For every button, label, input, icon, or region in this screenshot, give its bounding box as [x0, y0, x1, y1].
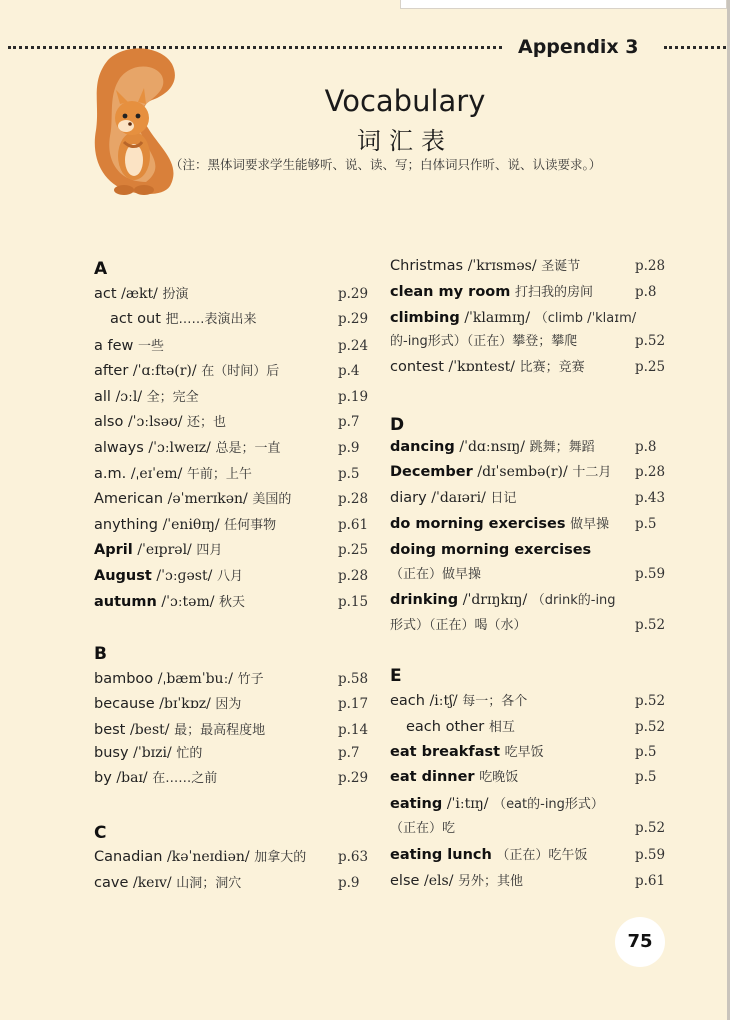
vocab-page-ref: p.9 [338, 875, 360, 891]
vocab-page-ref: p.52 [635, 719, 666, 735]
vocab-ipa: /ˈkrɪsməs/ [467, 258, 537, 274]
header-dots-right [664, 46, 726, 49]
vocab-ipa: /baɪ/ [116, 770, 148, 786]
vocab-word: do morning exercises [390, 516, 566, 532]
vocab-meaning: 十二月 [572, 465, 612, 480]
vocab-meaning: 加拿大的 [254, 850, 307, 865]
vocab-word: else [390, 873, 420, 889]
vocab-ipa: /ˈɔːlweɪz/ [148, 440, 211, 456]
vocab-ipa: /ˈɔːɡəst/ [156, 568, 213, 584]
appendix-heading: Appendix 3 [518, 36, 639, 58]
vocab-entry [390, 257, 580, 276]
vocab-entry [390, 743, 544, 762]
vocab-word: bamboo [94, 671, 154, 687]
vocab-entry [110, 310, 257, 329]
vocab-entry [94, 541, 222, 560]
vocab-meaning: 做早操 [570, 517, 610, 532]
vocab-meaning: 八月 [216, 569, 243, 584]
vocab-meaning: 美国的 [252, 492, 292, 507]
vocab-ipa: /ˈeniθɪŋ/ [162, 517, 220, 533]
vocab-ipa: /ˈɔːlsəʊ/ [127, 414, 183, 430]
vocab-ipa: /ˈkɒntest/ [448, 359, 515, 375]
vocab-entry [94, 439, 280, 458]
vocab-entry [390, 795, 604, 814]
vocab-meaning: 最；最高程度地 [174, 723, 266, 738]
vocab-ipa: /ˈklaɪmɪŋ/ [464, 310, 531, 326]
vocab-entry [390, 616, 527, 635]
vocab-meaning: （climb /ˈklaɪm/ [534, 311, 637, 326]
vocab-page-ref: p.28 [338, 491, 369, 507]
vocab-ipa: /ˈeɪprəl/ [137, 542, 192, 558]
vocab-word: doing morning exercises [390, 542, 592, 558]
vocab-page-ref: p.5 [338, 466, 360, 482]
vocab-entry [94, 721, 265, 740]
vocab-entry [94, 490, 291, 509]
vocab-word: a.m. [94, 466, 127, 482]
section-letter: A [94, 259, 108, 279]
vocab-entry [94, 516, 276, 535]
vocab-word: autumn [94, 594, 157, 610]
vocab-entry [94, 388, 199, 407]
vocab-meaning: 午前；上午 [186, 467, 252, 482]
vocab-ipa: /əˈmerɪkən/ [167, 491, 248, 507]
vocab-entry [390, 438, 595, 457]
vocab-meaning: 圣诞节 [541, 259, 581, 274]
page-title: Vocabulary [324, 84, 486, 118]
vocab-word: by [94, 770, 112, 786]
vocab-page-ref: p.24 [338, 338, 369, 354]
vocab-ipa: /ˌeɪˈem/ [130, 466, 183, 482]
vocab-entry [94, 874, 241, 893]
vocab-meaning: 日记 [490, 491, 517, 506]
vocab-page-ref: p.25 [635, 359, 666, 375]
vocab-word: clean my room [390, 284, 511, 300]
vocab-meaning: 秋天 [219, 595, 246, 610]
vocab-entry [94, 769, 217, 788]
page-number: 75 [615, 917, 665, 967]
vocab-page-ref: p.4 [338, 363, 360, 379]
vocab-ipa: /iːtʃ/ [429, 693, 458, 709]
vocab-entry [94, 337, 164, 356]
vocab-page-ref: p.8 [635, 439, 657, 455]
vocab-ipa: /ˈdɑːnsɪŋ/ [459, 439, 525, 455]
vocab-word: act [94, 286, 117, 302]
vocab-page-ref: p.25 [338, 542, 369, 558]
vocab-entry [94, 285, 188, 304]
vocab-page-ref: p.9 [338, 440, 360, 456]
vocab-word: also [94, 414, 124, 430]
vocab-meaning: 还；也 [187, 415, 227, 430]
vocab-entry [94, 413, 226, 432]
top-card [400, 0, 727, 9]
vocab-entry [94, 848, 306, 867]
vocab-word: climbing [390, 310, 460, 326]
vocab-meaning: 任何事物 [224, 518, 277, 533]
vocab-entry [94, 593, 245, 612]
vocab-entry [94, 695, 241, 714]
vocab-ipa: /ækt/ [121, 286, 158, 302]
vocab-entry [406, 718, 515, 737]
page-subtitle: 词汇表 [357, 127, 453, 155]
vocab-entry [390, 541, 591, 559]
vocab-ipa: /ˈɑːftə(r)/ [132, 363, 197, 379]
section-letter: E [390, 666, 402, 686]
vocab-meaning: 的-ing形式）（正在）攀登；攀爬 [390, 334, 578, 349]
vocab-word: December [390, 464, 473, 480]
vocab-meaning: 扮演 [162, 287, 189, 302]
vocab-page-ref: p.28 [338, 568, 369, 584]
vocab-entry [94, 744, 202, 763]
vocab-page-ref: p.29 [338, 286, 369, 302]
vocab-entry [390, 565, 481, 584]
vocab-word: anything [94, 517, 158, 533]
vocab-word: American [94, 491, 164, 507]
vocab-entry [390, 358, 585, 377]
vocab-page-ref: p.59 [635, 566, 666, 582]
vocab-word: eating [390, 796, 443, 812]
vocab-word: diary [390, 490, 427, 506]
vocab-page-ref: p.61 [338, 517, 369, 533]
vocab-ipa: /best/ [129, 722, 170, 738]
vocab-page-ref: p.7 [338, 745, 360, 761]
vocab-meaning: 相互 [488, 720, 515, 735]
vocab-word: all [94, 389, 111, 405]
vocab-ipa: /ˈdrɪŋkɪŋ/ [462, 592, 528, 608]
vocab-word: each other [406, 719, 485, 735]
vocab-meaning: 山洞；洞穴 [176, 876, 242, 891]
vocab-entry [94, 362, 279, 381]
vocab-meaning: （正在）吃 [390, 821, 456, 836]
vocab-ipa: /ˈbɪzi/ [133, 745, 172, 761]
vocab-page-ref: p.15 [338, 594, 369, 610]
vocab-word: drinking [390, 592, 459, 608]
vocab-page-ref: p.29 [338, 770, 369, 786]
vocab-word: April [94, 542, 133, 558]
vocab-entry [390, 846, 587, 865]
vocab-entry [390, 591, 616, 610]
vocab-meaning: 因为 [215, 697, 242, 712]
vocab-meaning: （eat的-ing形式） [493, 797, 604, 812]
vocab-meaning: 在（时间）后 [201, 364, 280, 379]
vocab-page-ref: p.52 [635, 820, 666, 836]
vocab-meaning: 一些 [138, 339, 165, 354]
vocab-ipa: /kəˈneɪdiən/ [167, 849, 250, 865]
vocab-ipa: /ˌbæmˈbuː/ [157, 671, 234, 687]
vocab-word: best [94, 722, 126, 738]
vocab-page-ref: p.17 [338, 696, 369, 712]
vocab-meaning: 比赛；竞赛 [519, 360, 585, 375]
vocab-page-ref: p.8 [635, 284, 657, 300]
vocab-entry [390, 463, 611, 482]
vocab-meaning: （正在）做早操 [390, 567, 482, 582]
vocab-word: always [94, 440, 144, 456]
vocab-word: Christmas [390, 258, 464, 274]
vocab-entry [94, 670, 264, 689]
vocab-word: eat breakfast [390, 744, 501, 760]
vocab-meaning: 在……之前 [152, 771, 218, 786]
usage-note: （注：黑体词要求学生能够听、说、读、写；白体词只作听、说、认读要求。） [170, 157, 602, 172]
vocab-word: because [94, 696, 155, 712]
vocab-page-ref: p.28 [635, 464, 666, 480]
vocab-page-ref: p.7 [338, 414, 360, 430]
vocab-word: a few [94, 338, 134, 354]
vocab-meaning: 形式）（正在）喝（水） [390, 618, 527, 633]
vocab-word: Canadian [94, 849, 163, 865]
vocab-ipa: /ˈdaɪəri/ [431, 490, 486, 506]
vocab-meaning: 四月 [196, 543, 223, 558]
vocab-page-ref: p.14 [338, 722, 369, 738]
header-dots-left [8, 46, 502, 49]
vocab-ipa: /keɪv/ [132, 875, 172, 891]
vocab-page-ref: p.52 [635, 333, 666, 349]
vocab-meaning: 跳舞；舞蹈 [529, 440, 595, 455]
vocab-ipa: /bɪˈkɒz/ [159, 696, 211, 712]
vocab-word: August [94, 568, 152, 584]
section-letter: D [390, 415, 405, 435]
vocab-entry [390, 819, 455, 838]
vocab-word: busy [94, 745, 129, 761]
vocab-entry [390, 692, 527, 711]
vocab-ipa: /ˈɔːtəm/ [161, 594, 215, 610]
vocab-word: after [94, 363, 129, 379]
vocab-ipa: /ˈiːtɪŋ/ [446, 796, 489, 812]
vocab-page-ref: p.58 [338, 671, 369, 687]
vocab-word: act out [110, 311, 161, 327]
vocab-page-ref: p.63 [338, 849, 369, 865]
vocab-word: cave [94, 875, 129, 891]
vocab-entry [390, 332, 577, 351]
vocab-meaning: 竹子 [237, 672, 264, 687]
vocab-meaning: 打扫我的房间 [514, 285, 593, 300]
vocab-page-ref: p.61 [635, 873, 666, 889]
vocab-page-ref: p.43 [635, 490, 666, 506]
vocab-entry [94, 567, 243, 586]
vocab-page-ref: p.59 [635, 847, 666, 863]
vocab-entry [390, 489, 516, 508]
vocab-page-ref: p.19 [338, 389, 369, 405]
vocab-word: eating lunch [390, 847, 492, 863]
vocab-ipa: /ɔːl/ [115, 389, 143, 405]
vocab-ipa: /dɪˈsembə(r)/ [477, 464, 568, 480]
vocab-page-ref: p.5 [635, 769, 657, 785]
vocab-page-ref: p.5 [635, 744, 657, 760]
vocab-word: eat dinner [390, 769, 475, 785]
vocab-entry [390, 768, 518, 787]
vocab-meaning: 每一；各个 [462, 694, 528, 709]
vocab-ipa: /els/ [424, 873, 454, 889]
vocab-meaning: 忙的 [176, 746, 203, 761]
vocab-entry [390, 283, 593, 302]
vocab-entry [94, 465, 252, 484]
vocab-page-ref: p.28 [635, 258, 666, 274]
vocab-page-ref: p.5 [635, 516, 657, 532]
section-letter: B [94, 644, 107, 664]
vocab-meaning: 全；完全 [146, 390, 199, 405]
vocab-page-ref: p.29 [338, 311, 369, 327]
vocab-entry [390, 872, 523, 891]
vocab-meaning: 另外；其他 [458, 874, 524, 889]
vocab-page-ref: p.52 [635, 617, 666, 633]
vocab-entry [390, 515, 609, 534]
vocab-meaning: 把……表演出来 [165, 312, 257, 327]
vocab-meaning: 吃晚饭 [479, 770, 519, 785]
vocab-entry [390, 309, 636, 328]
vocab-meaning: 吃早饭 [504, 745, 544, 760]
vocab-meaning: （正在）吃午饭 [496, 848, 588, 863]
vocab-page-ref: p.52 [635, 693, 666, 709]
vocab-word: contest [390, 359, 444, 375]
vocab-meaning: 总是；一直 [215, 441, 281, 456]
vocab-word: dancing [390, 439, 455, 455]
vocab-meaning: （drink的-ing [531, 593, 616, 608]
vocab-word: each [390, 693, 425, 709]
section-letter: C [94, 823, 107, 843]
